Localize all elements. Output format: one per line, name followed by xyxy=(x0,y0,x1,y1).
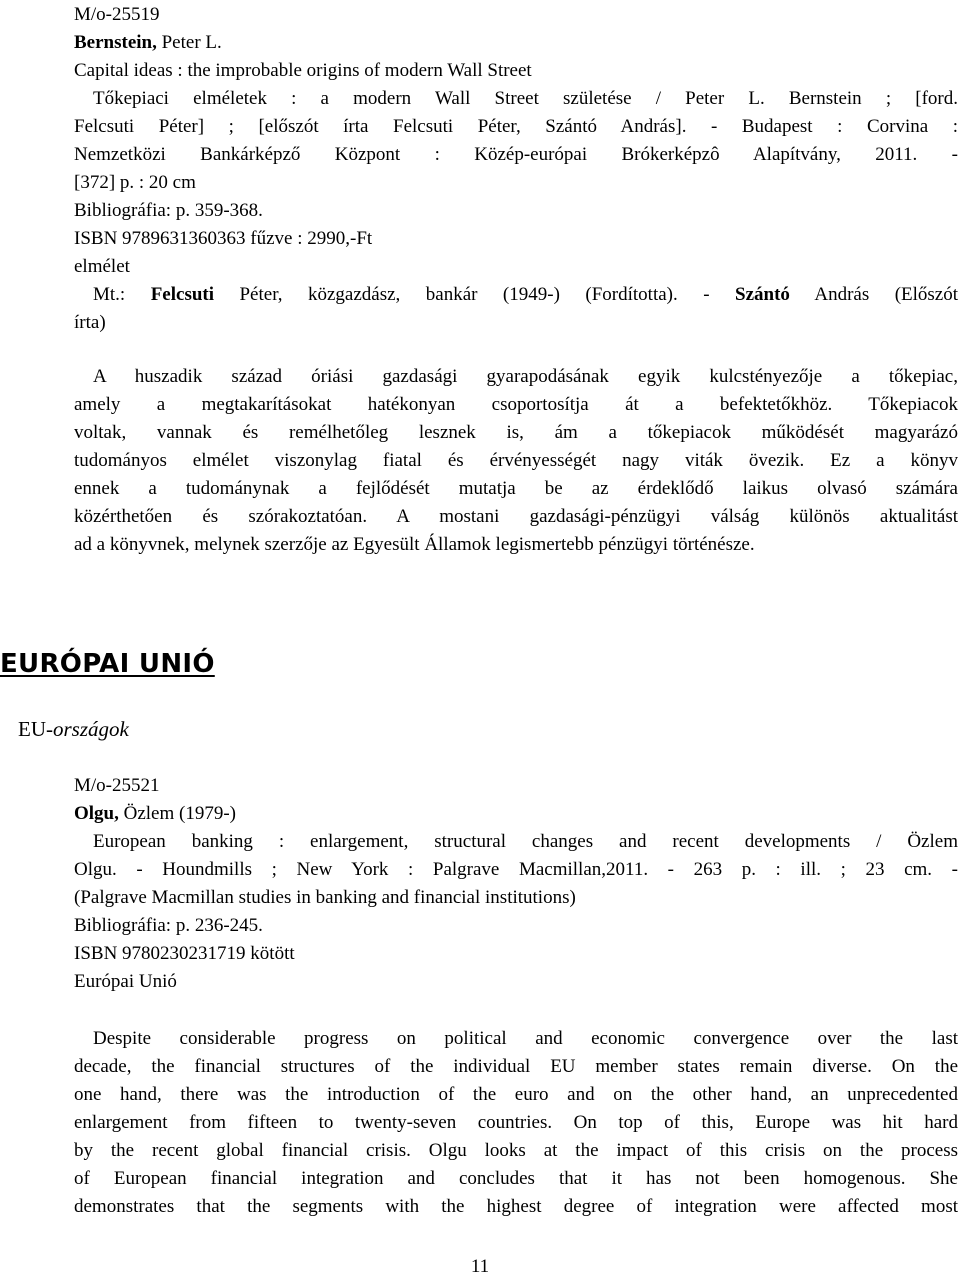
subsection-title: EU-országok xyxy=(18,717,129,741)
abstract-line: ad a könyvnek, melynek szerzője az Egyesült Államok legismertebb pénzügyi történésze. xyxy=(74,534,755,555)
page-number: 11 xyxy=(470,1256,490,1277)
entry-id: M/o-25521 xyxy=(74,775,160,796)
abstract-line: ennek a tudománynak a fejlődését mutatja be az érdeklődő laikus olvasó számára xyxy=(74,478,958,499)
author-given: Peter L. xyxy=(156,32,222,53)
entry-contributors: Mt.: Felcsuti Péter, közgazdász, bankár (1949-) (Fordította). - Szántó András (Előszót xyxy=(93,284,959,305)
abstract-line: by the recent global financial crisis. Olgu looks at the impact of this crisis on the process xyxy=(74,1140,958,1161)
entry-bibliography: Bibliográfia: p. 359-368. xyxy=(74,200,263,221)
author-surname: Olgu, xyxy=(74,803,119,824)
entry-description-line: European banking : enlargement, structural changes and recent developments / Özlem xyxy=(93,831,958,852)
entry-id: M/o-25519 xyxy=(74,4,160,25)
abstract-line: Despite considerable progress on political and economic convergence over the last xyxy=(93,1028,958,1049)
entry-author xyxy=(74,800,958,828)
abstract-line: enlargement from fifteen to twenty-seven countries. On top of this, Europe was hit hard xyxy=(74,1112,958,1133)
entry-description-line: Tőkepiaci elméletek : a modern Wall Street születése / Peter L. Bernstein ; [ford. xyxy=(93,88,958,109)
abstract-line: demonstrates that the segments with the highest degree of integration were affected most xyxy=(74,1196,958,1217)
entry-1-abstract xyxy=(74,363,958,559)
contributor-name: Felcsuti xyxy=(150,284,215,305)
entry-2-abstract xyxy=(74,1025,958,1221)
entry-isbn: ISBN 9789631360363 fűzve : 2990,-Ft xyxy=(74,228,373,249)
abstract-line: A huszadik század óriási gazdasági gyarapodásának egyik kulcstényezője a tőkepiac, xyxy=(93,366,958,387)
abstract-line: tudományos elmélet viszonylag fiatal és érvényességét nagy viták övezik. Ez a könyv xyxy=(74,450,958,471)
section-title: EURÓPAI UNIÓ xyxy=(0,649,215,679)
abstract-line: of European financial integration and concludes that it has not been homogenous. She xyxy=(74,1168,958,1189)
entry-author xyxy=(74,29,958,57)
entry-description-line: (Palgrave Macmillan studies in banking and financial institutions) xyxy=(74,887,576,908)
abstract-line: amely a megtakarításokat hatékonyan csoportosítja át a befektetőkhöz. Tőkepiacok xyxy=(74,394,958,415)
catalog-entry-2 xyxy=(74,772,958,996)
entry-description-line: Felcsuti Péter] ; [előszót írta Felcsuti Péter, Szántó András]. - Budapest : Corvina : xyxy=(74,116,958,137)
entry-contributors-cont: írta) xyxy=(74,312,106,333)
catalog-entry-1 xyxy=(74,1,958,337)
entry-description-line: [372] p. : 20 cm xyxy=(74,172,196,193)
abstract-line: közérthetően és szórakoztatóan. A mostani gazdasági-pénzügyi válság különös aktualitást xyxy=(74,506,958,527)
abstract-line: voltak, vannak és remélhetőleg lesznek is, ám a tőkepiacok működését magyarázó xyxy=(74,422,958,443)
abstract-line: one hand, there was the introduction of the euro and on the other hand, an unprecedented xyxy=(74,1084,958,1105)
entry-bibliography: Bibliográfia: p. 236-245. xyxy=(74,915,263,936)
author-surname: Bernstein, xyxy=(74,32,157,53)
abstract-line: decade, the financial structures of the individual EU member states remain diverse. On the xyxy=(74,1056,958,1077)
entry-original-title: Capital ideas : the improbable origins of modern Wall Street xyxy=(74,60,532,81)
entry-description-line: Nemzetközi Bankárképző Központ : Közép-európai Brókerképzô Alapítvány, 2011. - xyxy=(74,144,958,165)
entry-subject: Európai Unió xyxy=(74,971,177,992)
entry-description-line: Olgu. - Houndmills ; New York : Palgrave Macmillan,2011. - 263 p. : ill. ; 23 cm. - xyxy=(74,859,958,880)
contributor-name: Szántó xyxy=(735,284,790,305)
entry-subject: elmélet xyxy=(74,256,130,277)
author-given: Özlem (1979-) xyxy=(118,803,237,824)
entry-isbn: ISBN 9780230231719 kötött xyxy=(74,943,295,964)
